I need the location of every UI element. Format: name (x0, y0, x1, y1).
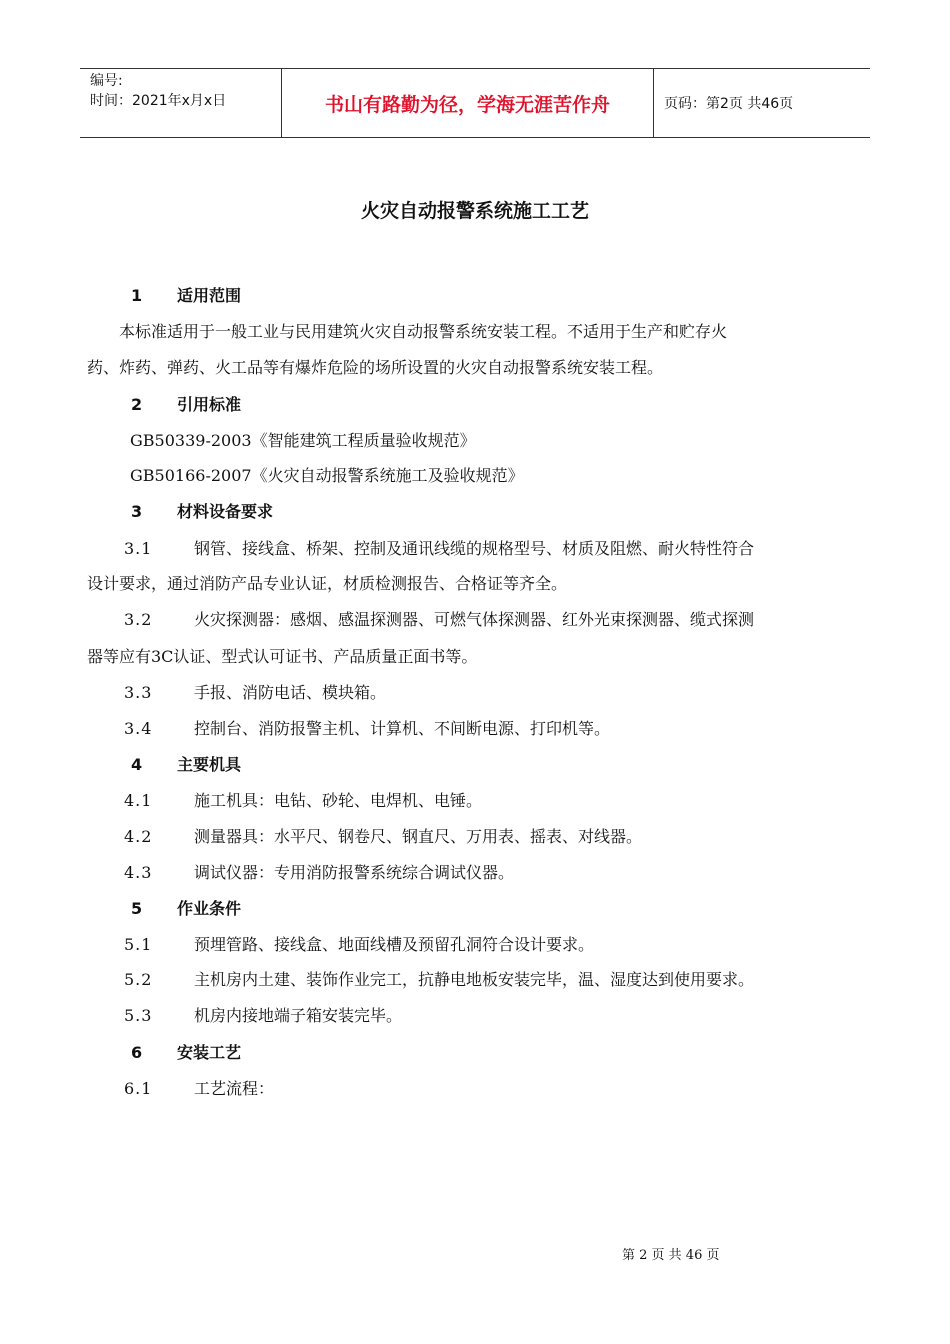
list-item (87, 1077, 867, 1101)
section-title: 作业条件 (177, 899, 242, 918)
section-heading-4 (87, 753, 867, 777)
section-heading-2 (87, 393, 867, 417)
section-heading-5 (87, 897, 867, 921)
item-number: 5.1 (124, 935, 153, 954)
item-text: 主机房内土建、装饰作业完工，抗静电地板安装完毕，温、湿度达到使用要求。 (194, 970, 755, 989)
list-item (87, 861, 867, 885)
item-text: 施工机具：电钻、砂轮、电焊机、电锤。 (194, 791, 483, 810)
paragraph-line: 本标准适用于一般工业与民用建筑火灾自动报警系统安装工程。不适用于生产和贮存火 (119, 322, 728, 341)
item-text: 控制台、消防报警主机、计算机、不间断电源、打印机等。 (194, 719, 611, 738)
page-header (80, 68, 870, 138)
item-number: 3.2 (124, 610, 153, 629)
section-number: 2 (131, 395, 143, 414)
section-title: 材料设备要求 (177, 502, 274, 521)
section-heading-3 (87, 500, 867, 524)
reference-line: GB50339-2003《智能建筑工程质量验收规范》 (130, 431, 476, 450)
paragraph-line: 设计要求，通过消防产品专业认证，材质检测报告、合格证等齐全。 (87, 574, 568, 593)
item-text: 手报、消防电话、模块箱。 (194, 683, 387, 702)
item-number: 4.3 (124, 863, 153, 882)
header-meta (80, 69, 282, 137)
section-heading-6 (87, 1041, 867, 1065)
section-number: 5 (131, 899, 143, 918)
list-item (87, 717, 867, 741)
section-title: 适用范围 (177, 286, 242, 305)
list-item (87, 537, 867, 561)
time-line: 时间：2021年x月x日 (90, 93, 227, 109)
list-item (87, 933, 867, 957)
item-text: 预埋管路、接线盒、地面线槽及预留孔洞符合设计要求。 (194, 935, 595, 954)
list-item (87, 681, 867, 705)
item-text: 调试仪器：专用消防报警系统综合调试仪器。 (194, 863, 515, 882)
section-title: 引用标准 (177, 395, 242, 414)
section-number: 1 (131, 286, 143, 305)
section-title: 主要机具 (177, 755, 242, 774)
item-number: 4.1 (124, 791, 153, 810)
item-text: 机房内接地端子箱安装完毕。 (194, 1006, 403, 1025)
item-text: 钢管、接线盒、桥架、控制及通讯线缆的规格型号、材质及阻燃、耐火特性符合 (194, 539, 755, 558)
item-number: 3.1 (124, 539, 153, 558)
item-number: 3.4 (124, 719, 153, 738)
paragraph-line: 药、炸药、弹药、火工品等有爆炸危险的场所设置的火灾自动报警系统安装工程。 (87, 358, 664, 377)
item-number: 5.2 (124, 970, 153, 989)
item-text: 工艺流程： (194, 1079, 275, 1098)
section-heading-1 (87, 284, 867, 308)
list-item (87, 1004, 867, 1028)
code-label: 编号: (90, 73, 123, 89)
section-number: 6 (131, 1043, 143, 1062)
item-number: 6.1 (124, 1079, 153, 1098)
header-motto: 书山有路勤为径，学海无涯苦作舟 (282, 69, 654, 137)
list-item (87, 968, 867, 992)
list-item (87, 608, 867, 632)
page-footer: 第 2 页 共 46 页 (622, 1248, 720, 1263)
paragraph-line: 器等应有3C认证、型式认可证书、产品质量正面书等。 (87, 647, 478, 666)
document-title: 火灾自动报警系统施工工艺 (360, 200, 589, 222)
item-number: 3.3 (124, 683, 153, 702)
item-text: 测量器具：水平尺、钢卷尺、钢直尺、万用表、摇表、对线器。 (194, 827, 643, 846)
list-item (87, 789, 867, 813)
item-number: 4.2 (124, 827, 153, 846)
header-page-info: 页码：第2页 共46页 (664, 96, 794, 112)
reference-line: GB50166-2007《火灾自动报警系统施工及验收规范》 (130, 466, 524, 485)
list-item (87, 825, 867, 849)
section-title: 安装工艺 (177, 1043, 242, 1062)
section-number: 3 (131, 502, 143, 521)
item-text: 火灾探测器：感烟、感温探测器、可燃气体探测器、红外光束探测器、缆式探测 (194, 610, 755, 629)
item-number: 5.3 (124, 1006, 153, 1025)
section-number: 4 (131, 755, 143, 774)
